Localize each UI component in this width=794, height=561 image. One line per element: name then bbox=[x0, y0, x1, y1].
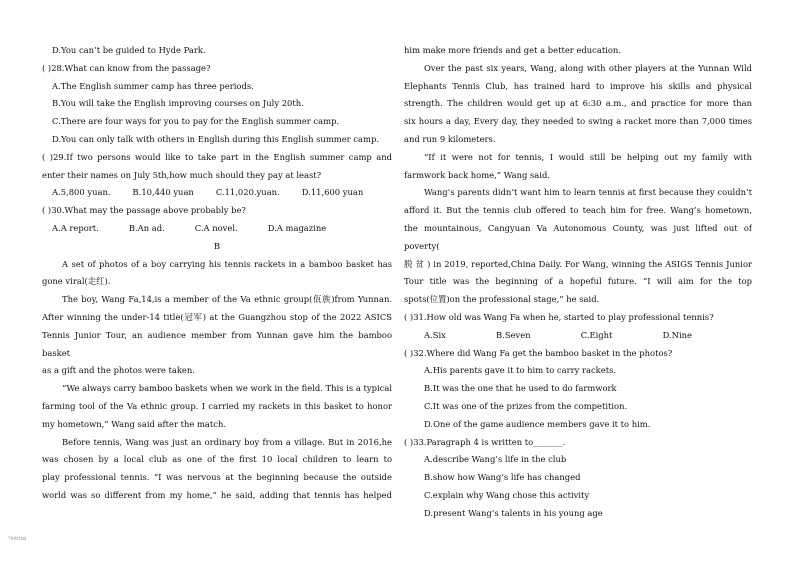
q30-option-a: A.A report. bbox=[52, 222, 99, 233]
passage-line: Tour title was the beginning of a hopeful future. “I will aim for the top bbox=[404, 276, 752, 287]
passage-line: Before tennis, Wang was just an ordinary boy from a village. But in 2016,he bbox=[62, 436, 392, 447]
q29-stem-line2: enter their names on July 5th,how much should they pay at least? bbox=[42, 169, 322, 180]
passage-line: Elephants Tennis Club, has trained hard to improve his skills and physical bbox=[404, 80, 752, 91]
q29-option-b: B.10,440 yuan bbox=[132, 187, 194, 198]
q32-option-c: C.It was one of the prizes from the competition. bbox=[424, 400, 628, 411]
right-column bbox=[404, 42, 752, 523]
q31-option-c: C.Eight bbox=[580, 329, 613, 340]
passage-line: farming tool of the Va ethnic group. I carried my rackets in this basket to honor bbox=[42, 400, 392, 411]
q28-option-d: D.You can only talk with others in English during this English summer camp. bbox=[52, 133, 379, 144]
passage-line: the mountainous, Cangyuan Va Autonomous County, was just lifted out of poverty( bbox=[404, 222, 752, 251]
q32-option-d: D.One of the game audience members gave it to him. bbox=[424, 418, 651, 429]
q29-option-a: A.5,800 yuan. bbox=[52, 187, 111, 198]
page-footer: *Intitial bbox=[8, 536, 27, 542]
passage-line: him make more friends and get a better education. bbox=[404, 45, 621, 55]
q28-option-a: A.The English summer camp has three periods. bbox=[52, 80, 254, 91]
q28-stem: ( )28.What can know from the passage? bbox=[42, 62, 211, 73]
q29-stem-line1: ( )29.If two persons would like to take part in the English summer camp and bbox=[42, 151, 392, 162]
q31-option-a: A.Six bbox=[424, 329, 446, 340]
q31-options bbox=[404, 327, 752, 345]
passage-line: The boy, Wang Fa,14,is a member of the Va ethnic group(佤族)from Yunnan. bbox=[62, 294, 392, 305]
q33-option-a: A.describe Wang’s life in the club bbox=[424, 454, 567, 465]
q30-option-c: C.A novel. bbox=[194, 222, 238, 233]
q28-option-c: C.There are four ways for you to pay for the English summer camp. bbox=[52, 116, 340, 127]
q27-option-d: D.You can’t be guided to Hyde Park. bbox=[52, 45, 206, 55]
q32-option-b: B.It was the one that he used to do farmwork bbox=[424, 383, 617, 394]
passage-line: as a gift and the photos were taken. bbox=[42, 365, 195, 376]
q33-option-c: C.explain why Wang chose this activity bbox=[424, 489, 590, 500]
q32-stem: ( )32.Where did Wang Fa get the bamboo basket in the photos? bbox=[404, 347, 673, 358]
q29-option-d: D.11,600 yuan bbox=[301, 187, 364, 198]
passage-line: farmwork back home,” Wang said. bbox=[404, 169, 550, 180]
passage-line: strength. The children would get up at 6:30 a.m., and practice for more than bbox=[404, 98, 752, 109]
q30-option-d: D.A magazine bbox=[267, 222, 327, 233]
q30-stem: ( )30.What may the passage above probably be? bbox=[42, 205, 246, 216]
passage-line: and run 9 kilometers. bbox=[404, 133, 496, 144]
passage-line: gone viral(走红). bbox=[42, 276, 111, 287]
q33-stem: ( )33.Paragraph 4 is written to_______. bbox=[404, 436, 566, 447]
q31-option-b: B.Seven bbox=[496, 329, 531, 340]
q28-option-b: B.You will take the English improving courses on July 20th. bbox=[52, 98, 304, 109]
q29-options bbox=[42, 184, 392, 202]
q32-option-a: A.His parents gave it to him to carry rackets. bbox=[424, 365, 617, 376]
q30-option-b: B.An ad. bbox=[128, 222, 165, 233]
passage-line: Tennis Junior Tour, an audience member from Yunnan gave him the bamboo basket bbox=[42, 329, 392, 358]
passage-line: Over the past six years, Wang, along with other players at the Yunnan Wild bbox=[424, 62, 752, 73]
passage-line: spots(位置)on the professional stage,” he said. bbox=[404, 294, 600, 305]
passage-line: Wang’s parents didn’t want him to learn tennis at first because they couldn’t bbox=[424, 187, 752, 198]
q30-answer-mark: B bbox=[213, 240, 221, 251]
q31-option-d: D.Nine bbox=[662, 329, 692, 340]
passage-line: was chosen by a local club as one of the first 10 local children to learn to bbox=[42, 454, 392, 465]
passage-line: my hometown,” Wang said after the match. bbox=[42, 418, 227, 429]
passage-line: After winning the under-14 title(冠军) at the Guangzhou stop of the 2022 ASICS bbox=[42, 311, 392, 322]
passage-line: world was so different from my home,” he said, adding that tennis has helped bbox=[42, 489, 392, 500]
q31-stem: ( )31.How old was Wang Fa when he, started to play professional tennis? bbox=[404, 311, 714, 322]
passage-line: “We always carry bamboo baskets when we work in the field. This is a typical bbox=[62, 383, 392, 394]
passage-line: afford it. But the tennis club offered to teach him for free. Wang’s hometown, bbox=[404, 205, 752, 216]
q30-options bbox=[42, 220, 392, 238]
passage-line: 脱 贫 ) in 2019, reported,China Daily. For Wang, winning the ASIGS Tennis Junior bbox=[404, 258, 752, 269]
q29-option-c: C.11,020.yuan. bbox=[215, 187, 280, 198]
passage-line: play professional tennis. “I was nervous at the beginning because the outside bbox=[42, 472, 392, 483]
q33-option-d: D.present Wang’s talents in his young age bbox=[424, 507, 603, 518]
passage-line: “If it were not for tennis, I would still be helping out my family with bbox=[424, 151, 752, 162]
passage-line: A set of photos of a boy carrying his tennis rackets in a bamboo basket has bbox=[62, 258, 392, 269]
q33-option-b: B.show how Wang’s life has changed bbox=[424, 472, 581, 483]
passage-line: six hours a day, Every day, they needed to swing a racket more than 7,000 times bbox=[404, 116, 752, 127]
left-column bbox=[42, 42, 392, 505]
